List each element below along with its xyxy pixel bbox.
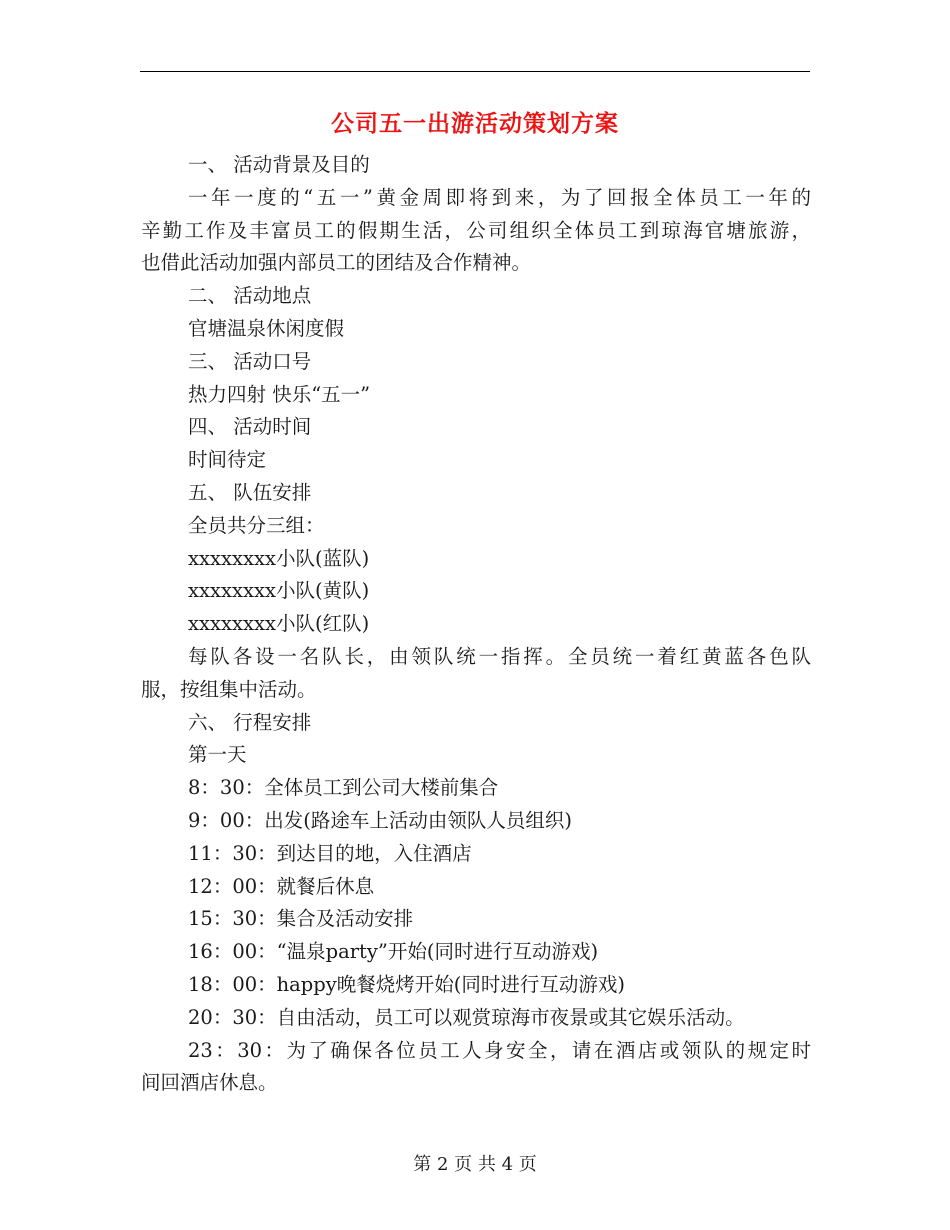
paragraph-line: 官塘温泉休闲度假 xyxy=(188,316,345,340)
paragraph-line: 辛勤工作及丰富员工的假期生活，公司组织全体员工到琼海官塘旅游， xyxy=(141,218,811,242)
section-heading-location: 二、 活动地点 xyxy=(188,284,312,308)
paragraph-line: 间回酒店休息。 xyxy=(141,1071,278,1095)
paragraph-line: 全员共分三组： xyxy=(188,513,325,537)
section-heading-slogan: 三、 活动口号 xyxy=(188,349,312,373)
schedule-item: 8：30：全体员工到公司大楼前集合 xyxy=(188,776,499,800)
team-item: xxxxxxxx小队(蓝队) xyxy=(188,546,370,570)
section-heading-time: 四、 活动时间 xyxy=(188,415,312,439)
schedule-item: 15：30：集合及活动安排 xyxy=(188,907,414,931)
team-item: xxxxxxxx小队(红队) xyxy=(188,612,370,636)
section-heading-teams: 五、 队伍安排 xyxy=(188,480,312,504)
paragraph-line: 热力四射 快乐“五一” xyxy=(188,382,371,406)
section-heading-background: 一、 活动背景及目的 xyxy=(188,153,370,176)
paragraph-line: 服，按组集中活动。 xyxy=(141,677,317,701)
schedule-item: 9：00：出发(路途车上活动由领队人员组织) xyxy=(188,808,572,832)
paragraph-line: 一年一度的“五一”黄金周即将到来，为了回报全体员工一年的 xyxy=(188,185,811,209)
schedule-item: 23：30：为了确保各位员工人身安全，请在酒店或领队的规定时 xyxy=(188,1038,811,1062)
page-footer: 第 2 页 共 4 页 xyxy=(413,1154,537,1175)
header-rule xyxy=(140,71,810,72)
paragraph-line: 每队各设一名队长，由领队统一指挥。全员统一着红黄蓝各色队 xyxy=(188,644,811,668)
schedule-item: 16：00：“温泉party”开始(同时进行互动游戏) xyxy=(188,940,599,964)
schedule-item: 18：00：happy晚餐烧烤开始(同时进行互动游戏) xyxy=(188,972,626,996)
paragraph-line: 时间待定 xyxy=(188,448,267,472)
section-heading-itinerary: 六、 行程安排 xyxy=(188,710,312,734)
schedule-item: 12：00：就餐后休息 xyxy=(188,874,375,898)
schedule-item: 20：30：自由活动，员工可以观赏琼海市夜景或其它娱乐活动。 xyxy=(188,1005,745,1029)
schedule-item: 11：30：到达目的地，入住酒店 xyxy=(188,841,472,865)
paragraph-line: 也借此活动加强内部员工的团结及合作精神。 xyxy=(141,251,532,275)
day-label: 第一天 xyxy=(188,743,247,767)
document-title: 公司五一出游活动策划方案 xyxy=(331,110,619,137)
team-item: xxxxxxxx小队(黄队) xyxy=(188,579,370,603)
document-body xyxy=(141,149,811,1100)
